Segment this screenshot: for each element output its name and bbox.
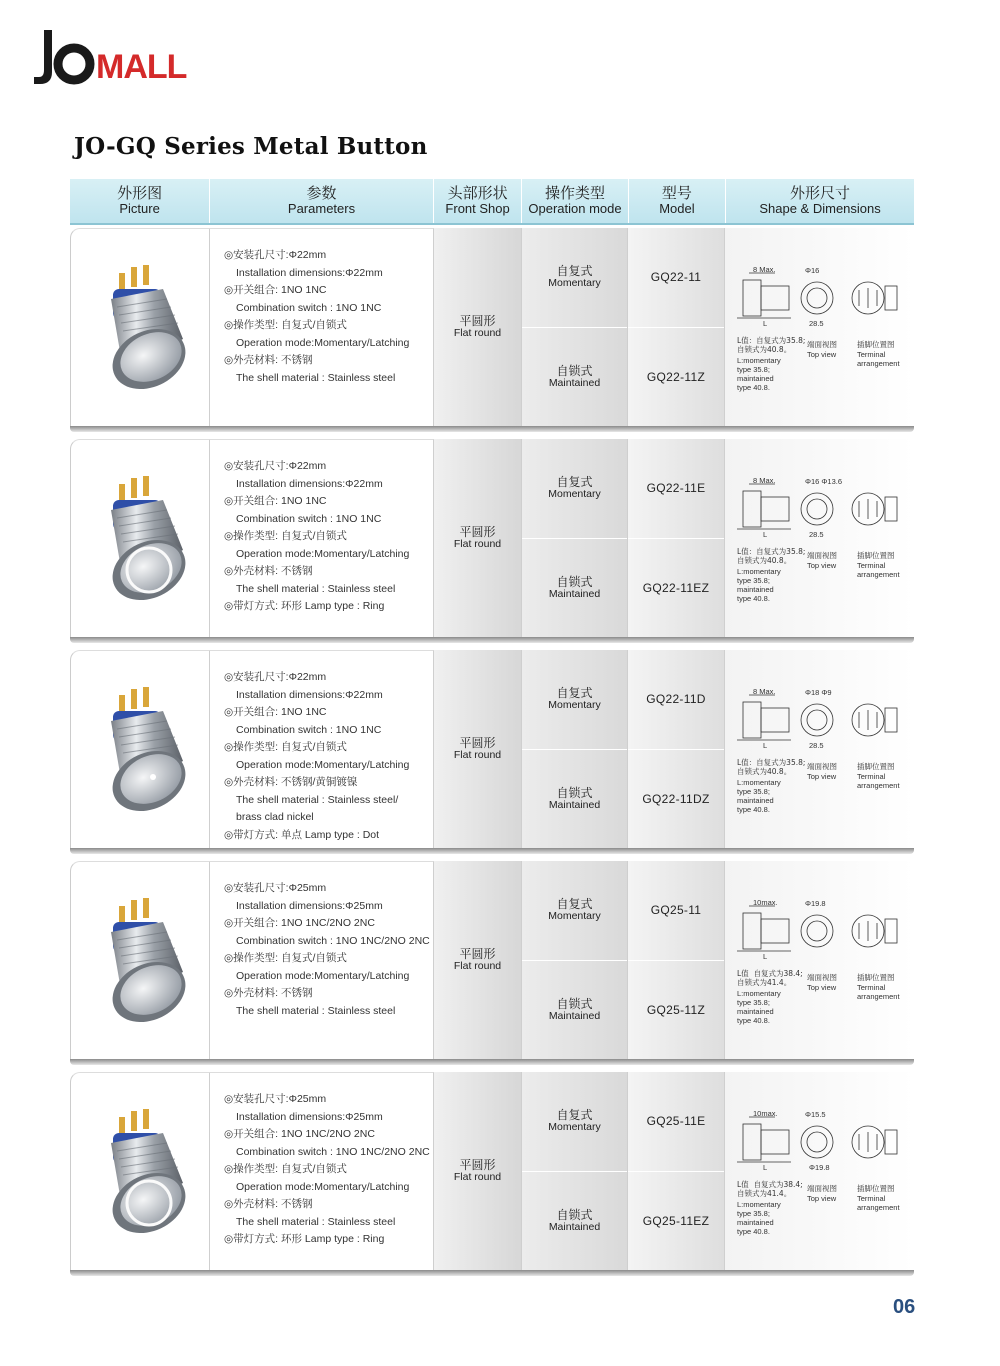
op-maintained: 自锁式 Maintained [522,961,627,1060]
model-momentary: GQ22-11D [628,650,724,750]
param-line: ◎外壳材料: 不锈钢 [224,354,313,366]
param-line: ◎外壳材料: 不锈钢 [224,565,313,577]
top-view-zh: 端面视图 [807,340,837,349]
param-line: Installation dimensions:Φ25mm [236,1110,383,1123]
dim-diameter: Φ16 [805,266,820,275]
op-maintained: 自锁式 Maintained [522,539,627,638]
param-line: Installation dimensions:Φ22mm [236,266,383,279]
parameters-cell [210,228,434,426]
length-note-zh: L值：自复式为35.8; 自锁式为40.8。 [737,758,806,776]
length-note-en: L:momentary type 35.8; maintained type 40.8. [737,1200,781,1236]
front-shape-cell [434,861,522,1059]
length-note-en: L:momentary type 35.8; maintained type 40.8. [737,778,781,814]
op-momentary: 自复式 Momentary [522,650,627,750]
op-maintained: 自锁式 Maintained [522,328,627,427]
param-line: ◎安装孔尺寸:Φ25mm [224,1093,327,1105]
param-line: Operation mode:Momentary/Latching [236,1180,410,1193]
op-momentary: 自复式 Momentary [522,861,627,961]
header-model: 型号 Model [629,179,726,223]
metal-button-image [93,470,203,605]
top-view-en: Top view [807,350,837,359]
dimensions-cell [725,1072,914,1270]
shape-en: Flat round [453,327,502,339]
row-shadow [70,848,914,854]
dim-max: 10max. [753,1109,778,1118]
dim-length: L [763,1163,768,1172]
model-maintained: GQ22-11EZ [628,539,724,638]
param-line: ◎开关组合: 1NO 1NC [224,706,327,718]
dimension-drawing [725,1072,914,1177]
shape-en: Flat round [453,960,502,972]
param-line: Operation mode:Momentary/Latching [236,758,410,771]
product-row [70,439,914,637]
terminal-en: Terminal arrangement [857,561,900,579]
picture-cell [70,861,210,1059]
param-line: Combination switch : 1NO 1NC/2NO 2NC [236,1145,430,1158]
dim-length: L [763,319,768,328]
dim-max: 10max. [753,898,778,907]
param-line: Operation mode:Momentary/Latching [236,969,410,982]
param-line: ◎操作类型: 自复式/自锁式 [224,1163,347,1175]
dim-length: L [763,530,768,539]
dimension-drawing [725,650,914,755]
dim-length: L [763,952,768,961]
param-line: ◎操作类型: 自复式/自锁式 [224,530,347,542]
dim-width: 28.5 [809,530,824,539]
op-momentary: 自复式 Momentary [522,1072,627,1172]
param-line: ◎外壳材料: 不锈钢/黄铜镀镍 [224,776,358,788]
shape-zh: 平圆形 [459,1158,496,1172]
top-view-en: Top view [807,772,837,781]
op-maintained: 自锁式 Maintained [522,750,627,849]
picture-cell [70,439,210,637]
param-line: ◎开关组合: 1NO 1NC [224,284,327,296]
param-line: Installation dimensions:Φ22mm [236,688,383,701]
terminal-en: Terminal arrangement [857,350,900,368]
op-momentary: 自复式 Momentary [522,439,627,539]
front-shape-cell [434,1072,522,1270]
param-line: ◎开关组合: 1NO 1NC [224,495,327,507]
dimension-drawing [725,861,914,966]
front-shape-cell [434,650,522,848]
svg-text:MALL: MALL [96,48,187,86]
row-shadow [70,637,914,643]
front-shape-cell [434,439,522,637]
model-momentary: GQ25-11 [628,861,724,961]
model-cell [628,650,725,848]
param-line: The shell material : Stainless steel/ [236,793,399,806]
param-line: ◎外壳材料: 不锈钢 [224,987,313,999]
length-note-en: L:momentary type 35.8; maintained type 40.8. [737,989,781,1025]
param-line: brass clad nickel [236,811,314,823]
parameters-cell [210,650,434,848]
metal-button-image [93,681,203,816]
header-picture: 外形图 Picture [70,179,210,223]
dim-diameter: Φ18 Φ9 [805,688,832,697]
param-line: ◎开关组合: 1NO 1NC/2NO 2NC [224,1128,375,1140]
param-line: Combination switch : 1NO 1NC [236,301,382,314]
param-line: ◎安装孔尺寸:Φ22mm [224,249,327,261]
op-momentary: 自复式 Momentary [522,228,627,328]
header-dimensions: 外形尺寸 Shape & Dimensions [759,184,881,216]
row-shadow [70,426,914,432]
length-note-zh: L值：自复式为35.8; 自锁式为40.8。 [737,336,806,354]
product-row [70,228,914,426]
operation-cell [522,439,628,637]
picture-cell [70,650,210,848]
param-line: ◎带灯方式: 环形 Lamp type : Ring [224,600,385,612]
param-line: ◎开关组合: 1NO 1NC/2NO 2NC [224,917,375,929]
param-line: ◎外壳材料: 不锈钢 [224,1198,313,1210]
model-maintained: GQ25-11EZ [628,1172,724,1271]
terminal-zh: 插脚位置图 [857,762,895,771]
terminal-zh: 插脚位置图 [857,973,895,982]
model-momentary: GQ22-11 [628,228,724,328]
length-note-zh: L值 自复式为38.4; 自锁式为41.4。 [737,969,803,987]
operation-cell [522,650,628,848]
dimension-drawing [725,228,914,333]
dim-width: 28.5 [809,741,824,750]
param-line: ◎操作类型: 自复式/自锁式 [224,741,347,753]
param-line: Combination switch : 1NO 1NC [236,723,382,736]
terminal-zh: 插脚位置图 [857,551,895,560]
shape-zh: 平圆形 [459,314,496,328]
header-front-shape: 头部形状 Front Shop [434,179,522,223]
operation-cell [522,228,628,426]
dim-diameter: Φ15.5 [805,1110,826,1119]
parameters-cell [210,1072,434,1270]
terminal-en: Terminal arrangement [857,1194,900,1212]
op-maintained: 自锁式 Maintained [522,1172,627,1271]
model-cell [628,861,725,1059]
dimensions-cell [725,439,914,637]
length-note-zh: L值：自复式为35.8; 自锁式为40.8。 [737,547,806,565]
param-line: The shell material : Stainless steel [236,371,396,384]
dimensions-cell [725,861,914,1059]
model-cell [628,1072,725,1270]
param-line: ◎带灯方式: 环形 Lamp type : Ring [224,1233,385,1245]
param-line: ◎安装孔尺寸:Φ22mm [224,460,327,472]
dim-max: 8 Max. [753,476,776,485]
param-line: Installation dimensions:Φ25mm [236,899,383,912]
dimension-drawing [725,439,914,544]
dim-width: 28.5 [809,319,824,328]
shape-en: Flat round [453,538,502,550]
terminal-en: Terminal arrangement [857,983,900,1001]
dim-length: L [763,741,768,750]
top-view-zh: 端面视图 [807,551,837,560]
param-line: Installation dimensions:Φ22mm [236,477,383,490]
terminal-zh: 插脚位置图 [857,1184,895,1193]
param-line: Combination switch : 1NO 1NC [236,512,382,525]
row-shadow [70,1270,914,1276]
product-row [70,861,914,1059]
product-row [70,650,914,848]
shape-zh: 平圆形 [459,736,496,750]
dim-max: 8 Max. [753,265,776,274]
model-momentary: GQ25-11E [628,1072,724,1172]
model-maintained: GQ22-11DZ [628,750,724,849]
param-line: The shell material : Stainless steel [236,1004,396,1017]
row-shadow [70,1059,914,1065]
length-note-zh: L值 自复式为38.4; 自锁式为41.4。 [737,1180,803,1198]
jomall-logo [30,20,210,90]
top-view-en: Top view [807,1194,837,1203]
header-parameters: 参数 Parameters [210,179,434,223]
top-view-zh: 端面视图 [807,1184,837,1193]
product-row [70,1072,914,1270]
param-line: Operation mode:Momentary/Latching [236,547,410,560]
dim-max: 8 Max. [753,687,776,696]
param-line: Combination switch : 1NO 1NC/2NO 2NC [236,934,430,947]
shape-zh: 平圆形 [459,525,496,539]
model-momentary: GQ22-11E [628,439,724,539]
header-operation-mode: 操作类型 Operation mode [522,179,628,223]
dim-diameter: Φ16 Φ13.6 [805,477,842,486]
picture-cell [70,228,210,426]
param-line: ◎操作类型: 自复式/自锁式 [224,319,347,331]
param-line: ◎操作类型: 自复式/自锁式 [224,952,347,964]
shape-en: Flat round [453,749,502,761]
dimensions-cell [725,228,914,426]
model-maintained: GQ25-11Z [628,961,724,1060]
parameters-cell [210,439,434,637]
length-note-en: L:momentary type 35.8; maintained type 40.8. [737,567,781,603]
metal-button-image [93,259,203,394]
terminal-zh: 插脚位置图 [857,340,895,349]
shape-zh: 平圆形 [459,947,496,961]
operation-cell [522,861,628,1059]
parameters-cell [210,861,434,1059]
param-line: ◎带灯方式: 单点 Lamp type : Dot [224,828,380,841]
top-view-en: Top view [807,983,837,992]
dim-diameter: Φ19.8 [805,899,826,908]
param-line: ◎安装孔尺寸:Φ25mm [224,882,327,894]
terminal-en: Terminal arrangement [857,772,900,790]
page-number: 06 [893,1296,916,1318]
dim-width: Φ19.8 [809,1163,830,1172]
top-view-zh: 端面视图 [807,973,837,982]
param-line: Operation mode:Momentary/Latching [236,336,410,349]
table-header [70,179,914,225]
front-shape-cell [434,228,522,426]
shape-en: Flat round [453,1171,502,1183]
model-cell [628,439,725,637]
page-title: JO-GQ Series Metal Button [74,133,428,160]
param-line: ◎安装孔尺寸:Φ22mm [224,671,327,683]
length-note-en: L:momentary type 35.8; maintained type 40.8. [737,356,781,392]
top-view-zh: 端面视图 [807,762,837,771]
picture-cell [70,1072,210,1270]
top-view-en: Top view [807,561,837,570]
operation-cell [522,1072,628,1270]
metal-button-image [93,1103,203,1238]
dimensions-cell [725,650,914,848]
model-cell [628,228,725,426]
model-maintained: GQ22-11Z [628,328,724,427]
metal-button-image [93,892,203,1027]
param-line: The shell material : Stainless steel [236,1215,396,1228]
param-line: The shell material : Stainless steel [236,582,396,595]
